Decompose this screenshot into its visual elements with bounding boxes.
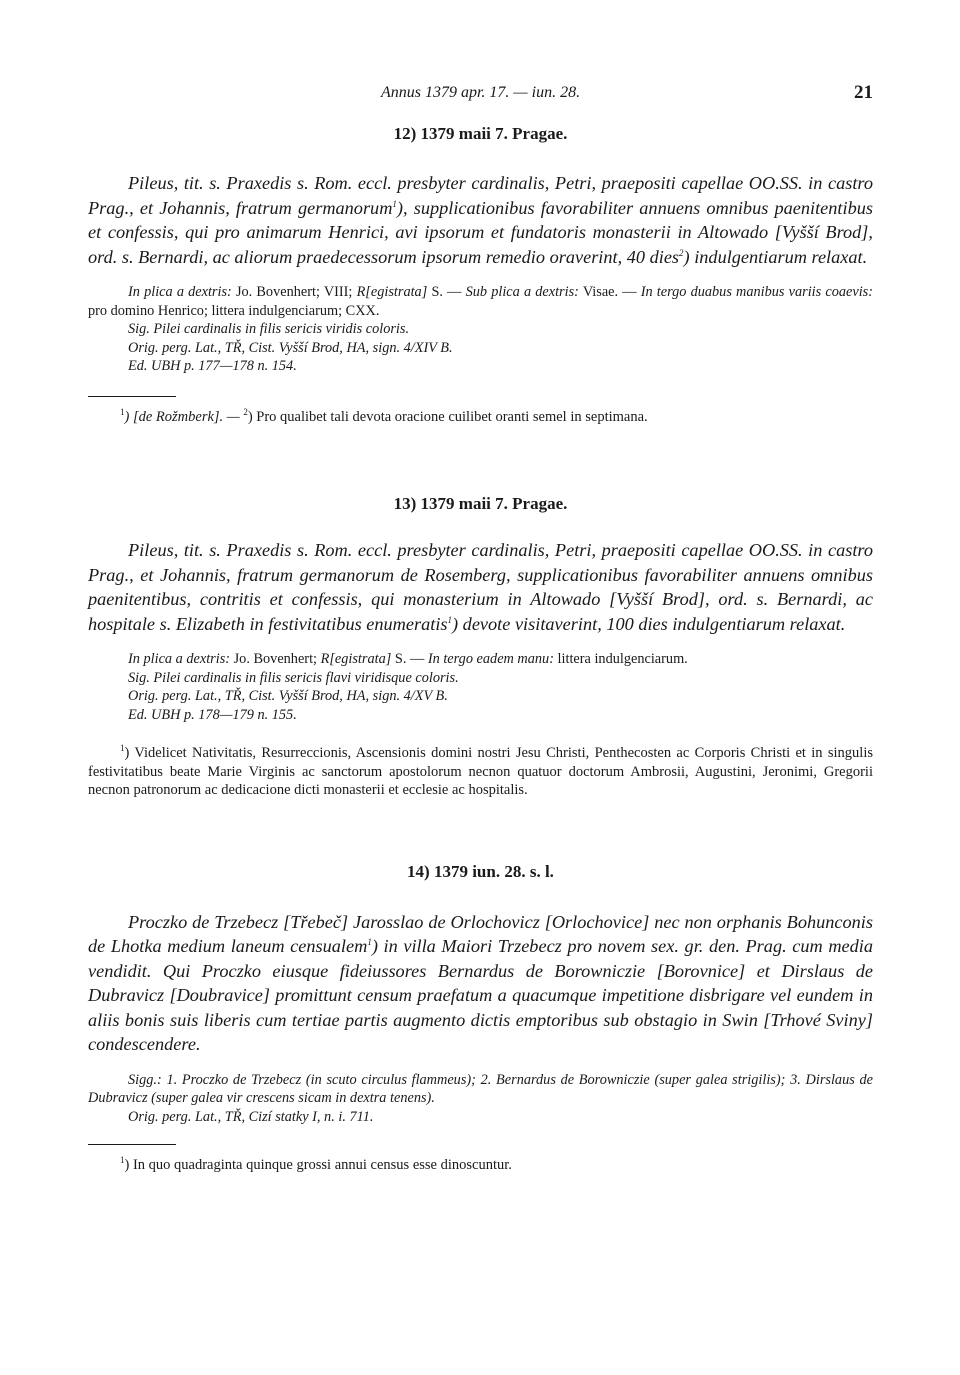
footnote-text: ) [de Rožmberk]. — (124, 408, 244, 425)
page (88, 84, 873, 1175)
footnote-text: ) In quo quadraginta quinque grossi annui census esse dinoscuntur. (124, 1157, 512, 1173)
footnote-ref: 2 (679, 247, 684, 258)
footnote-text: ) Pro qualibet tali devota oracione cuilibet oranti semel in septimana. (247, 408, 648, 425)
document-13 (88, 494, 873, 800)
note-text: Jo. Bovenhert; (230, 651, 321, 667)
note-label: In tergo eadem manu: (427, 651, 554, 667)
footnote-rule (88, 1144, 176, 1145)
document-14-abstract (88, 910, 873, 1057)
document-12 (88, 124, 873, 426)
note-text: S. — (427, 284, 466, 300)
note-text: Visae. — (578, 284, 641, 300)
edition-note: Ed. UBH p. 178—179 n. 155. (128, 706, 297, 723)
document-12-heading: 12) 1379 maii 7. Pragae. (393, 124, 568, 143)
original-note: Orig. perg. Lat., TŘ, Cist. Vyšší Brod, HA, sign. 4/XIV B. (128, 339, 453, 356)
note-label: In tergo duabus manibus variis coaevis: (640, 284, 874, 300)
note-label: R[egistrata] (320, 651, 392, 667)
footnote-ref: 1 (447, 614, 453, 625)
note-label: Sub plica a dextris: (465, 284, 579, 300)
note-text: Jo. Bovenhert; VIII; (231, 284, 357, 300)
document-13-heading: 13) 1379 maii 7. Pragae. (393, 494, 568, 513)
note-label: In plica a dextris: (128, 651, 231, 667)
footnote-text: ) Videlicet Nativitatis, Resurreccionis, Ascensionis domini nostri Jesu Christi, Penthecosten ac Corporis Christi et in singulis festivitatibus beate Marie Virginis ac sanctorum apostolorum necnon quatuor doctorum Ambrosii, Augustini, Jeronimi, Gregorii necnon patronorum ac dedicacione dicti monasterii et ecclesie ac hospitalis. (88, 745, 873, 798)
note-label: In plica a dextris: (128, 284, 232, 300)
document-14-notes (88, 1071, 873, 1127)
footnote-mark: 1 (120, 743, 125, 754)
edition-note: Ed. UBH p. 177—178 n. 154. (128, 358, 297, 374)
document-13-abstract (88, 538, 873, 636)
footnote-mark: 1 (120, 406, 125, 417)
document-12-abstract (88, 171, 873, 269)
page-number: 21 (854, 82, 873, 103)
abstract-text: Pileus, tit. s. Praxedis s. Rom. eccl. presbyter cardinalis, Petri, praepositi capellae OO.SS. in castro Prag., et Johannis, fratrum germanorum (88, 173, 873, 218)
original-note: Orig. perg. Lat., TŘ, Cizí statky I, n. i. 711. (128, 1108, 374, 1125)
document-12-notes (88, 283, 873, 376)
document-13-notes (88, 650, 873, 724)
note-text: pro domino Henrico; littera indulgenciarum; CXX. (88, 302, 380, 319)
abstract-text: ) indulgentiarum relaxat. (683, 246, 868, 267)
seals-note (88, 1071, 873, 1108)
footnote-mark: 1 (120, 1155, 125, 1166)
endorsement-note (88, 650, 873, 669)
note-text: Sigg.: 1. Proczko de Trzebecz (in scuto circulus flammeus); 2. Bernardus de Borowniczie (super galea strigilis); 3. Dirslaus de Dubravicz (super galea vir crescens sicam in dextra tenens). (88, 1071, 873, 1106)
running-head (88, 84, 873, 114)
abstract-text: ), supplicationibus favorabiliter annuens omnibus paenitentibus et confessis, qui pro animarum Henrici, avi ipsorum et fundatoris monasterii in Altowado [Vyšší Brod], ord. s. Bernardi, ac aliorum praedecessorum ipsorum remedio oraverint, 40 dies (88, 197, 873, 267)
abstract-text: Proczko de Trzebecz [Třebeč] Jarosslao de Orlochovicz [Orlochovice] nec non orphanis Bohunconis de Lhotka medium laneum censualem (88, 911, 873, 956)
document-13-footnotes (88, 744, 873, 800)
seal-note: Sig. Pilei cardinalis in filis sericis viridis coloris. (128, 321, 410, 337)
document-14-heading: 14) 1379 iun. 28. s. l. (407, 861, 554, 881)
abstract-text: ) devote visitaverint, 100 dies indulgentiarum relaxat. (452, 613, 846, 634)
seal-note: Sig. Pilei cardinalis in filis sericis flavi viridisque coloris. (128, 669, 459, 686)
footnote-rule (88, 396, 176, 397)
note-text: littera indulgenciarum. (553, 651, 688, 667)
footnote-ref: 1 (367, 936, 372, 947)
footnote-mark: 2 (243, 406, 248, 417)
note-label: R[egistrata] (356, 284, 428, 300)
note-text: S. — (391, 651, 428, 667)
abstract-text: ) in villa Maiori Trzebecz pro novem sex. gr. den. Prag. cum media vendidit. Qui Proczko eiusque fideiussores Bernardus de Borowniczie [Borovnice] et Dirslaus de Dubravicz [Doubravice] promittunt censum praefatum a quacumque impetitione disbrigare vel eundem in aliis bonis suis liberis cum tertiae partis augmento dictis emptoribus sub obstagio in Swin [Trhové Sviny] condescendere. (88, 936, 873, 1054)
footnote-ref: 1 (392, 198, 397, 209)
document-12-footnotes (88, 408, 873, 427)
document-14 (88, 862, 873, 1175)
abstract-text: Pileus, tit. s. Praxedis s. Rom. eccl. presbyter cardinalis, Petri, praepositi capellae OO.SS. in castro Prag., et Johannis, fratrum germanorum de Rosemberg, supplicationibus favorabiliter annuens omnibus paenitentibus, contritis et confessis, qui monasterium in Altowado [Vyšší Brod], ord. s. Bernardi, ac hospitale s. Elizabeth in festivitatibus enumeratis (88, 540, 873, 634)
original-note: Orig. perg. Lat., TŘ, Cist. Vyšší Brod, HA, sign. 4/XV B. (128, 688, 448, 704)
endorsement-note (88, 283, 873, 320)
running-title: Annus 1379 apr. 17. — iun. 28. (380, 84, 581, 101)
document-14-footnotes (88, 1156, 873, 1175)
